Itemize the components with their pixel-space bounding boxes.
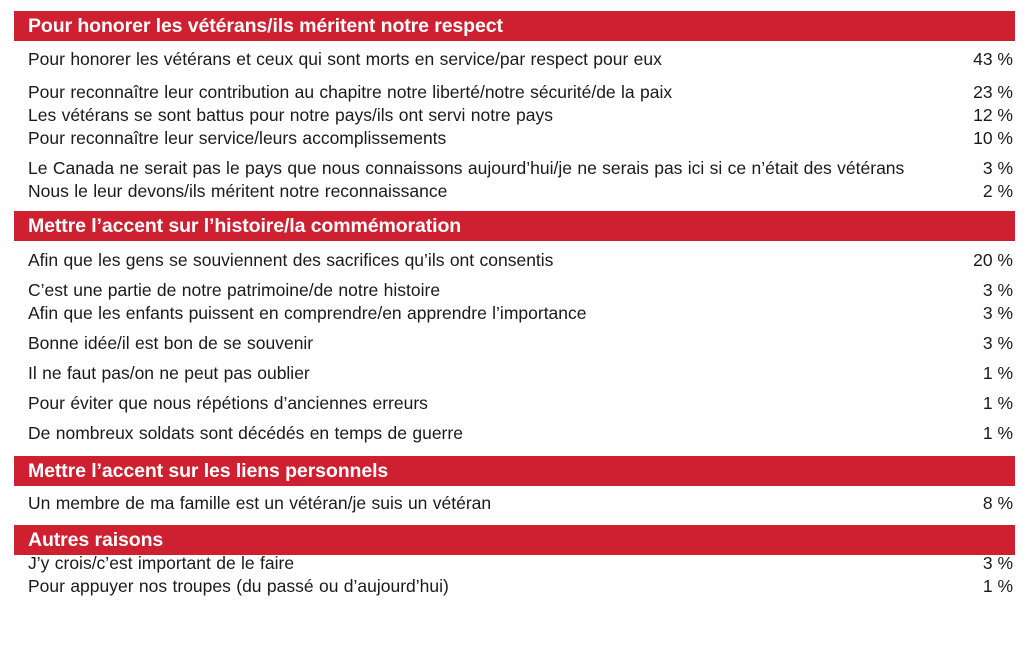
row-label: Pour reconnaître leur contribution au chapitre notre liberté/notre sécurité/de la paix xyxy=(28,82,673,102)
table-row xyxy=(14,249,1015,272)
row-label: Il ne faut pas/on ne peut pas oublier xyxy=(28,363,310,383)
section-header-other-reasons: Autres raisons xyxy=(14,525,1015,555)
table-row xyxy=(14,492,1015,515)
row-value: 3 % xyxy=(982,555,1013,573)
section-rows-other-reasons xyxy=(14,555,1015,598)
row-label: Un membre de ma famille est un vétéran/je suis un vétéran xyxy=(28,493,492,513)
row-value: 1 % xyxy=(982,363,1013,383)
row-value: 12 % xyxy=(973,105,1013,125)
row-label: Pour éviter que nous répétions d’anciennes erreurs xyxy=(28,393,428,413)
row-value: 3 % xyxy=(982,280,1013,300)
table-row xyxy=(14,180,1015,203)
row-label: Afin que les enfants puissent en comprendre/en apprendre l’importance xyxy=(28,303,587,323)
row-label: Pour honorer les vétérans et ceux qui sont morts en service/par respect pour eux xyxy=(28,49,662,69)
row-label: De nombreux soldats sont décédés en temps de guerre xyxy=(28,423,463,443)
row-value: 1 % xyxy=(982,576,1013,596)
table-row xyxy=(14,302,1015,325)
row-label: Afin que les gens se souviennent des sacrifices qu’ils ont consentis xyxy=(28,250,554,270)
row-value: 2 % xyxy=(982,181,1013,201)
row-value: 23 % xyxy=(973,82,1013,102)
table-row xyxy=(14,555,1015,575)
row-label: Pour reconnaître leur service/leurs accomplissements xyxy=(28,128,447,148)
table-row xyxy=(14,392,1015,415)
row-value: 20 % xyxy=(973,250,1013,270)
table-row xyxy=(14,81,1015,104)
table-row xyxy=(14,422,1015,445)
row-label: Le Canada ne serait pas le pays que nous connaissons aujourd’hui/je ne serais pas ici si ce n’était des vétérans xyxy=(28,158,905,178)
section-rows-personal-connections xyxy=(14,492,1015,515)
row-value: 1 % xyxy=(982,393,1013,413)
table-row xyxy=(14,157,1015,180)
section-header-personal-connections: Mettre l’accent sur les liens personnels xyxy=(14,456,1015,486)
table-row xyxy=(14,104,1015,127)
table-row xyxy=(14,48,1015,71)
section-header-history-commemoration: Mettre l’accent sur l’histoire/la commémoration xyxy=(14,211,1015,241)
section-rows-history-commemoration xyxy=(14,249,1015,445)
row-value: 10 % xyxy=(973,128,1013,148)
row-value: 3 % xyxy=(982,333,1013,353)
table-row xyxy=(14,575,1015,598)
table-row xyxy=(14,279,1015,302)
row-label: Les vétérans se sont battus pour notre pays/ils ont servi notre pays xyxy=(28,105,553,125)
section-rows-honour-veterans xyxy=(14,48,1015,203)
reasons-table xyxy=(14,11,1015,598)
table-row xyxy=(14,362,1015,385)
table-row xyxy=(14,127,1015,150)
row-label: Nous le leur devons/ils méritent notre reconnaissance xyxy=(28,181,448,201)
row-value: 43 % xyxy=(973,49,1013,69)
row-value: 1 % xyxy=(982,423,1013,443)
row-label: C’est une partie de notre patrimoine/de notre histoire xyxy=(28,280,441,300)
row-value: 8 % xyxy=(982,493,1013,513)
row-label: Pour appuyer nos troupes (du passé ou d’aujourd’hui) xyxy=(28,576,449,596)
row-label: Bonne idée/il est bon de se souvenir xyxy=(28,333,314,353)
row-value: 3 % xyxy=(982,303,1013,323)
row-value: 3 % xyxy=(982,158,1013,178)
section-header-honour-veterans: Pour honorer les vétérans/ils méritent notre respect xyxy=(14,11,1015,41)
table-row xyxy=(14,332,1015,355)
row-label: J’y crois/c’est important de le faire xyxy=(28,555,295,573)
